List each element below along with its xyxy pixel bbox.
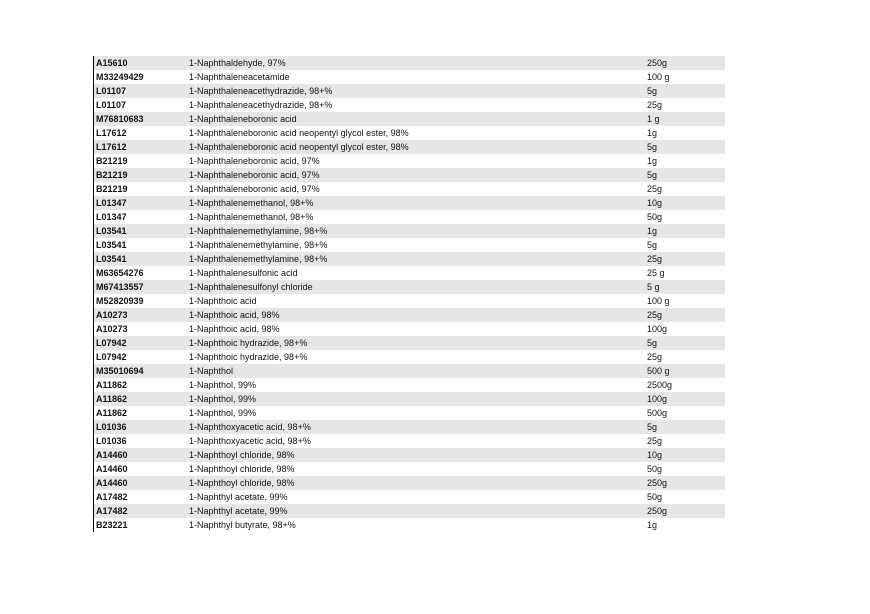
product-name: 1-Naphthaleneboronic acid neopentyl glycol ester, 98% — [189, 128, 409, 138]
product-name: 1-Naphthalenemethylamine, 98+% — [189, 254, 328, 264]
product-name: 1-Naphthalenesulfonyl chloride — [189, 282, 313, 292]
product-quantity: 10g — [647, 198, 663, 208]
product-code: B21219 — [96, 184, 128, 194]
table-row — [94, 252, 725, 266]
product-name: 1-Naphthoxyacetic acid, 98+% — [189, 422, 311, 432]
product-code: L07942 — [96, 338, 127, 348]
product-code: L01107 — [96, 86, 127, 96]
product-quantity: 50g — [647, 464, 663, 474]
product-name: 1-Naphthaleneacethydrazide, 98+% — [189, 100, 333, 110]
product-name: 1-Naphthoic hydrazide, 98+% — [189, 352, 308, 362]
product-code: M67413557 — [96, 282, 144, 292]
product-name: 1-Naphthaleneacetamide — [189, 72, 290, 82]
product-quantity: 5g — [647, 240, 658, 250]
table-row — [94, 518, 725, 532]
product-name: 1-Naphthaleneboronic acid neopentyl glycol ester, 98% — [189, 142, 409, 152]
product-code: M63654276 — [96, 268, 144, 278]
table-row — [94, 294, 725, 308]
product-code: A11862 — [96, 394, 128, 404]
product-quantity: 25g — [647, 352, 663, 362]
product-code: A14460 — [96, 450, 128, 460]
table-row — [94, 476, 725, 490]
product-code: A11862 — [96, 380, 128, 390]
table-row — [94, 350, 725, 364]
product-code: A14460 — [96, 478, 128, 488]
table-row — [94, 266, 725, 280]
table-row — [94, 56, 725, 70]
table-row — [94, 182, 725, 196]
product-quantity: 10g — [647, 450, 663, 460]
table-row — [94, 406, 725, 420]
product-code: A11862 — [96, 408, 128, 418]
product-name: 1-Naphthol, 99% — [189, 408, 257, 418]
product-name: 1-Naphthoic acid — [189, 296, 257, 306]
product-table — [93, 56, 725, 532]
product-quantity: 50g — [647, 492, 663, 502]
table-row — [94, 420, 725, 434]
product-code: B21219 — [96, 170, 128, 180]
product-quantity: 1 g — [647, 114, 660, 124]
table-row — [94, 392, 725, 406]
product-name: 1-Naphthaleneacethydrazide, 98+% — [189, 86, 333, 96]
product-quantity: 25g — [647, 184, 663, 194]
product-code: M76810683 — [96, 114, 144, 124]
product-name: 1-Naphthoyl chloride, 98% — [189, 450, 295, 460]
table-row — [94, 434, 725, 448]
product-code: L17612 — [96, 142, 127, 152]
table-row — [94, 126, 725, 140]
table-row — [94, 84, 725, 98]
product-quantity: 5g — [647, 422, 658, 432]
product-name: 1-Naphthalenemethanol, 98+% — [189, 198, 314, 208]
product-name: 1-Naphthalenemethylamine, 98+% — [189, 226, 328, 236]
product-code: L01347 — [96, 198, 127, 208]
product-quantity: 25 g — [647, 268, 665, 278]
product-code: A17482 — [96, 506, 128, 516]
product-code: L17612 — [96, 128, 127, 138]
product-quantity: 5 g — [647, 282, 660, 292]
product-code: L03541 — [96, 240, 127, 250]
product-code: L07942 — [96, 352, 127, 362]
table-row — [94, 322, 725, 336]
product-code: M35010694 — [96, 366, 144, 376]
product-quantity: 25g — [647, 310, 663, 320]
product-name: 1-Naphthalenemethylamine, 98+% — [189, 240, 328, 250]
product-code: M33249429 — [96, 72, 144, 82]
table-row — [94, 98, 725, 112]
product-code: A14460 — [96, 464, 128, 474]
product-name: 1-Naphthol, 99% — [189, 394, 257, 404]
product-code: B23221 — [96, 520, 128, 530]
product-name: 1-Naphthoic acid, 98% — [189, 324, 280, 334]
product-code: A10273 — [96, 310, 128, 320]
product-name: 1-Naphthaleneboronic acid, 97% — [189, 156, 320, 166]
product-name: 1-Naphthol, 99% — [189, 380, 257, 390]
product-quantity: 250g — [647, 58, 668, 68]
product-code: B21219 — [96, 156, 128, 166]
product-code: L01107 — [96, 100, 127, 110]
table-row — [94, 462, 725, 476]
product-name: 1-Naphthaleneboronic acid — [189, 114, 297, 124]
product-quantity: 25g — [647, 436, 663, 446]
product-name: 1-Naphthoyl chloride, 98% — [189, 478, 295, 488]
table-row — [94, 280, 725, 294]
table-row — [94, 70, 725, 84]
product-quantity: 1g — [647, 128, 658, 138]
product-code: A10273 — [96, 324, 128, 334]
product-quantity: 100g — [647, 324, 668, 334]
table-row — [94, 210, 725, 224]
product-name: 1-Naphthyl butyrate, 98+% — [189, 520, 296, 530]
table-row — [94, 448, 725, 462]
table-row — [94, 364, 725, 378]
table-row — [94, 196, 725, 210]
product-code: L01347 — [96, 212, 127, 222]
product-name: 1-Naphthaleneboronic acid, 97% — [189, 184, 320, 194]
product-name: 1-Naphthalenemethanol, 98+% — [189, 212, 314, 222]
table-row — [94, 224, 725, 238]
table-row — [94, 112, 725, 126]
product-code: A15610 — [96, 58, 128, 68]
product-code: M52820939 — [96, 296, 144, 306]
product-name: 1-Naphthyl acetate, 99% — [189, 506, 288, 516]
product-quantity: 100g — [647, 394, 668, 404]
product-name: 1-Naphthaleneboronic acid, 97% — [189, 170, 320, 180]
product-name: 1-Naphthalenesulfonic acid — [189, 268, 298, 278]
product-quantity: 2500g — [647, 380, 673, 390]
product-name: 1-Naphthoyl chloride, 98% — [189, 464, 295, 474]
product-quantity: 500g — [647, 408, 668, 418]
table-row — [94, 504, 725, 518]
product-quantity: 5g — [647, 86, 658, 96]
product-quantity: 100 g — [647, 296, 670, 306]
product-code: L03541 — [96, 226, 127, 236]
product-quantity: 5g — [647, 142, 658, 152]
product-quantity: 25g — [647, 254, 663, 264]
product-name: 1-Naphthyl acetate, 99% — [189, 492, 288, 502]
table-row — [94, 140, 725, 154]
product-quantity: 5g — [647, 170, 658, 180]
product-quantity: 50g — [647, 212, 663, 222]
product-name: 1-Naphthoic hydrazide, 98+% — [189, 338, 308, 348]
product-quantity: 500 g — [647, 366, 670, 376]
product-quantity: 100 g — [647, 72, 670, 82]
product-name: 1-Naphthaldehyde, 97% — [189, 58, 286, 68]
product-quantity: 1g — [647, 156, 658, 166]
product-quantity: 1g — [647, 226, 658, 236]
table-row — [94, 168, 725, 182]
table-row — [94, 308, 725, 322]
product-code: L01036 — [96, 422, 127, 432]
table-row — [94, 154, 725, 168]
product-quantity: 5g — [647, 338, 658, 348]
table-row — [94, 490, 725, 504]
product-code: A17482 — [96, 492, 128, 502]
product-name: 1-Naphthol — [189, 366, 234, 376]
product-name: 1-Naphthoxyacetic acid, 98+% — [189, 436, 311, 446]
product-code: L01036 — [96, 436, 127, 446]
product-quantity: 25g — [647, 100, 663, 110]
product-quantity: 1g — [647, 520, 658, 530]
table-row — [94, 378, 725, 392]
table-row — [94, 336, 725, 350]
table-row — [94, 238, 725, 252]
product-quantity: 250g — [647, 506, 668, 516]
product-code: L03541 — [96, 254, 127, 264]
product-name: 1-Naphthoic acid, 98% — [189, 310, 280, 320]
product-quantity: 250g — [647, 478, 668, 488]
